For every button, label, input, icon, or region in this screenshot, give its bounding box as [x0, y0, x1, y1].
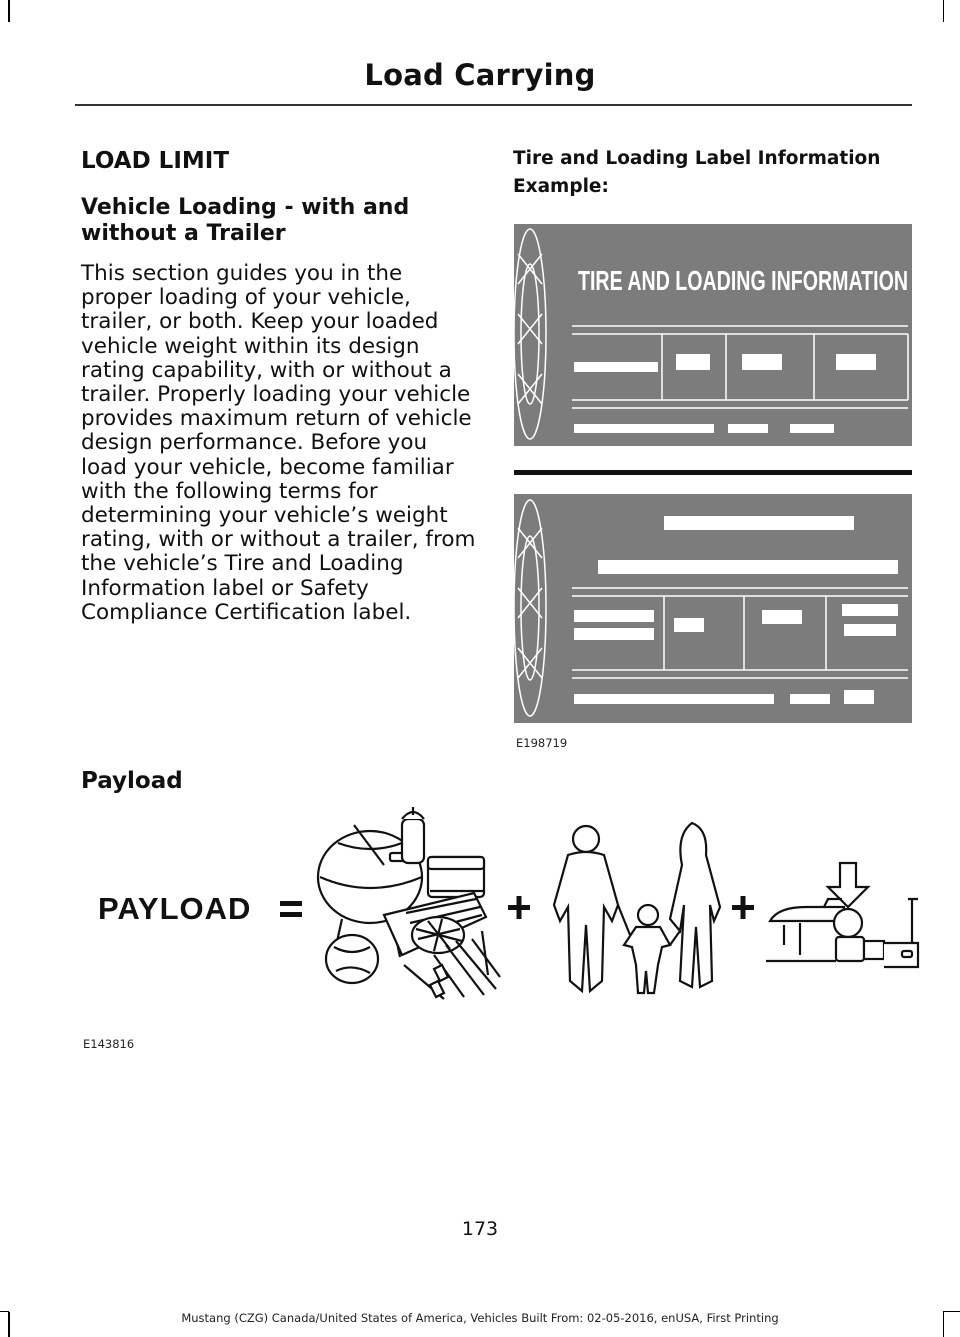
footer-text: Mustang (CZG) Canada/United States of America, Vehicles Built From: 02-05-2016, enUSA, First Printing [181, 1311, 779, 1325]
label-separator [514, 470, 912, 475]
example-heading: Example: [513, 176, 609, 197]
crop-mark [8, 0, 10, 22]
safety-compliance-label-image [514, 494, 912, 723]
subsection-title: Vehicle Loading - with and without a Trailer [81, 195, 410, 246]
crop-mark [943, 0, 945, 22]
page-header-title: Load Carrying [364, 58, 596, 92]
label-info-heading: Tire and Loading Label Information [513, 148, 881, 169]
payload-heading: Payload [81, 768, 183, 794]
plus-icon [732, 896, 754, 919]
figure-code: E143816 [83, 1037, 135, 1051]
figure-code: E198719 [516, 736, 568, 750]
header-divider [75, 104, 912, 106]
plus-icon [508, 896, 530, 919]
payload-illustration [84, 795, 924, 1010]
cargo-icon [318, 807, 500, 999]
tire-loading-label-image [514, 224, 912, 446]
label-banner-text: TIRE AND LOADING INFORMATION [578, 265, 908, 296]
hitch-load-icon [766, 863, 918, 967]
page-number: 173 [461, 1218, 499, 1240]
payload-word: PAYLOAD [98, 891, 252, 926]
section-title: LOAD LIMIT [81, 148, 230, 174]
body-paragraph: This section guides you in the proper loading of your vehicle, trailer, or both. Keep your loaded vehicle weight within its design rating capability, with or without a trailer. Properly loading your vehicle provides maximum return of vehicle design performance. Before you load your vehicle, become familiar with the following terms for determining your vehicle’s weight rating, with or without a trailer, from the vehicle’s Tire and Loading Information label or Safety Compliance Certification label. [81, 261, 476, 625]
family-icon [554, 823, 720, 993]
equals-icon [280, 901, 302, 917]
